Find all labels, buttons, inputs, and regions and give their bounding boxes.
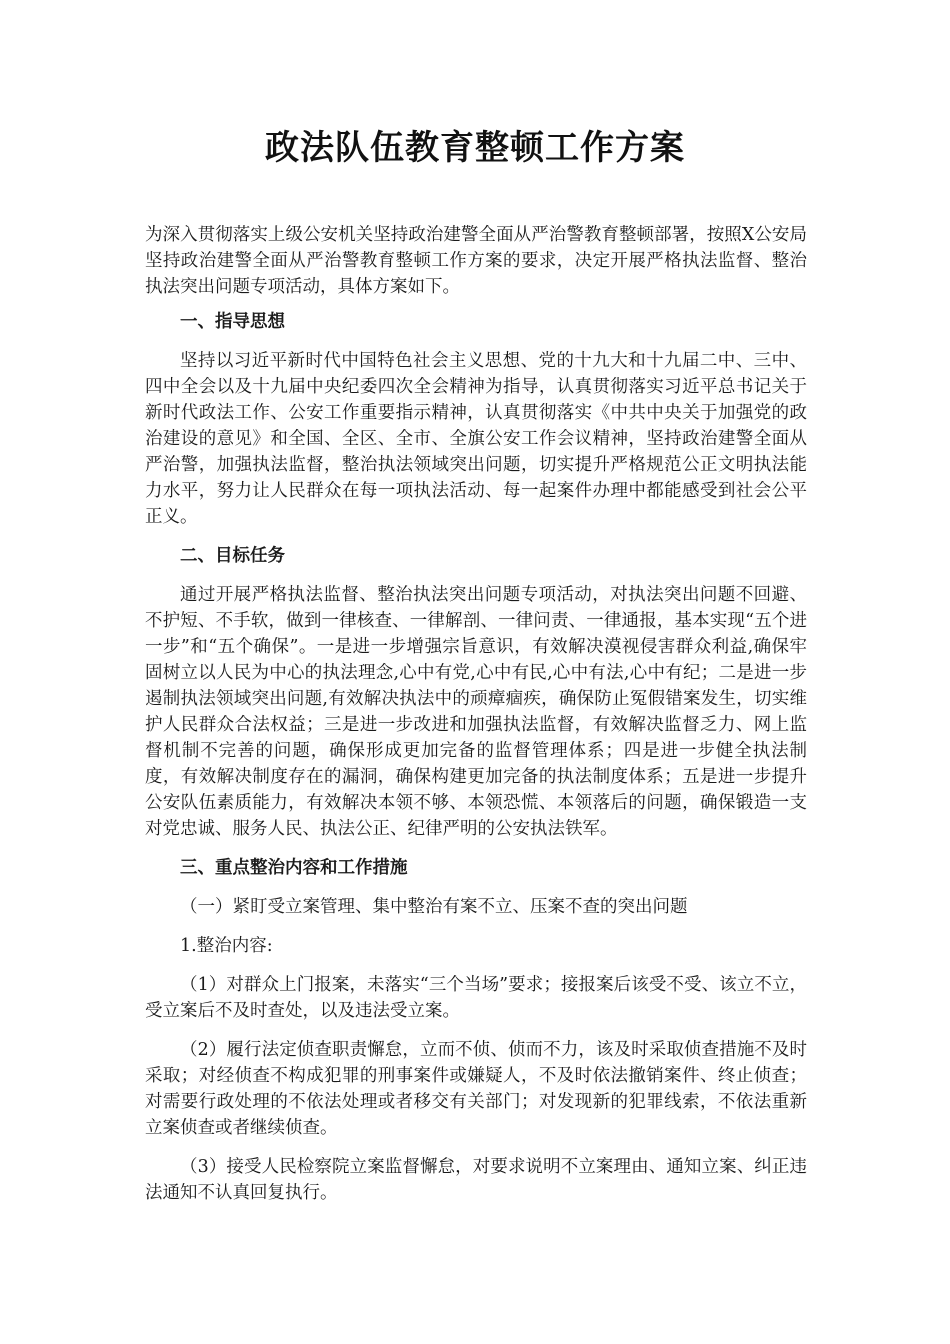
document-title: 政法队伍教育整顿工作方案 (265, 128, 685, 168)
list-item: （3）接受人民检察院立案监督懈怠，对要求说明不立案理由、通知立案、纠正违法通知不认真回复执行。 (145, 1157, 807, 1203)
document-body (145, 222, 807, 1219)
section-heading-guiding-ideology: 一、指导思想 (180, 312, 285, 332)
item-heading-rectification-content: 1.整治内容: (180, 936, 273, 956)
section-heading-objectives: 二、目标任务 (180, 546, 285, 566)
guiding-ideology-paragraph: 坚持以习近平新时代中国特色社会主义思想、党的十九大和十九届二中、三中、四中全会以及十九届中央纪委四次全会精神为指导，认真贯彻落实习近平总书记关于新时代政法工作、公安工作重要指示精神，认真贯彻落实《中共中央关于加强党的政治建设的意见》和全国、全区、全市、全旗公安工作会议精神，坚持政治建警全面从严治警，加强执法监督，整治执法领域突出问题，切实提升严格规范公正文明执法能力水平，努力让人民群众在每一项执法活动、每一起案件办理中都能感受到社会公平正义。 (145, 351, 807, 527)
list-item: （2）履行法定侦查职责懈怠，立而不侦、侦而不力，该及时采取侦查措施不及时采取；对经侦查不构成犯罪的刑事案件或嫌疑人，不及时依法撤销案件、终止侦查；对需要行政处理的不依法处理或者移交有关部门；对发现新的犯罪线索，不依法重新立案侦查或者继续侦查。 (145, 1040, 807, 1138)
subsection-heading-case-management: （一）紧盯受立案管理、集中整治有案不立、压案不查的突出问题 (180, 897, 688, 917)
intro-paragraph: 为深入贯彻落实上级公安机关坚持政治建警全面从严治警教育整顿部署，按照X公安局坚持政治建警全面从严治警教育整顿工作方案的要求，决定开展严格执法监督、整治执法突出问题专项活动，具体方案如下。 (145, 225, 807, 297)
objectives-paragraph: 通过开展严格执法监督、整治执法突出问题专项活动，对执法突出问题不回避、不护短、不手软，做到一律核查、一律解剖、一律问责、一律通报，基本实现“五个进一步”和“五个确保”。一是进一步增强宗旨意识，有效解决漠视侵害群众利益,确保牢固树立以人民为中心的执法理念,心中有党,心中有民,心中有法,心中有纪；二是进一步遏制执法领域突出问题,有效解决执法中的顽瘴痼疾，确保防止冤假错案发生，切实维护人民群众合法权益；三是进一步改进和加强执法监督，有效解决监督乏力、网上监督机制不完善的问题，确保形成更加完备的监督管理体系；四是进一步健全执法制度，有效解决制度存在的漏洞，确保构建更加完备的执法制度体系；五是进一步提升公安队伍素质能力，有效解决本领不够、本领恐慌、本领落后的问题，确保锻造一支对党忠诚、服务人民、执法公正、纪律严明的公安执法铁军。 (145, 585, 807, 839)
list-item: （1）对群众上门报案，未落实“三个当场”要求；接报案后该受不受、该立不立，受立案后不及时查处，以及违法受立案。 (145, 975, 807, 1021)
section-heading-key-measures: 三、重点整治内容和工作措施 (180, 858, 408, 878)
